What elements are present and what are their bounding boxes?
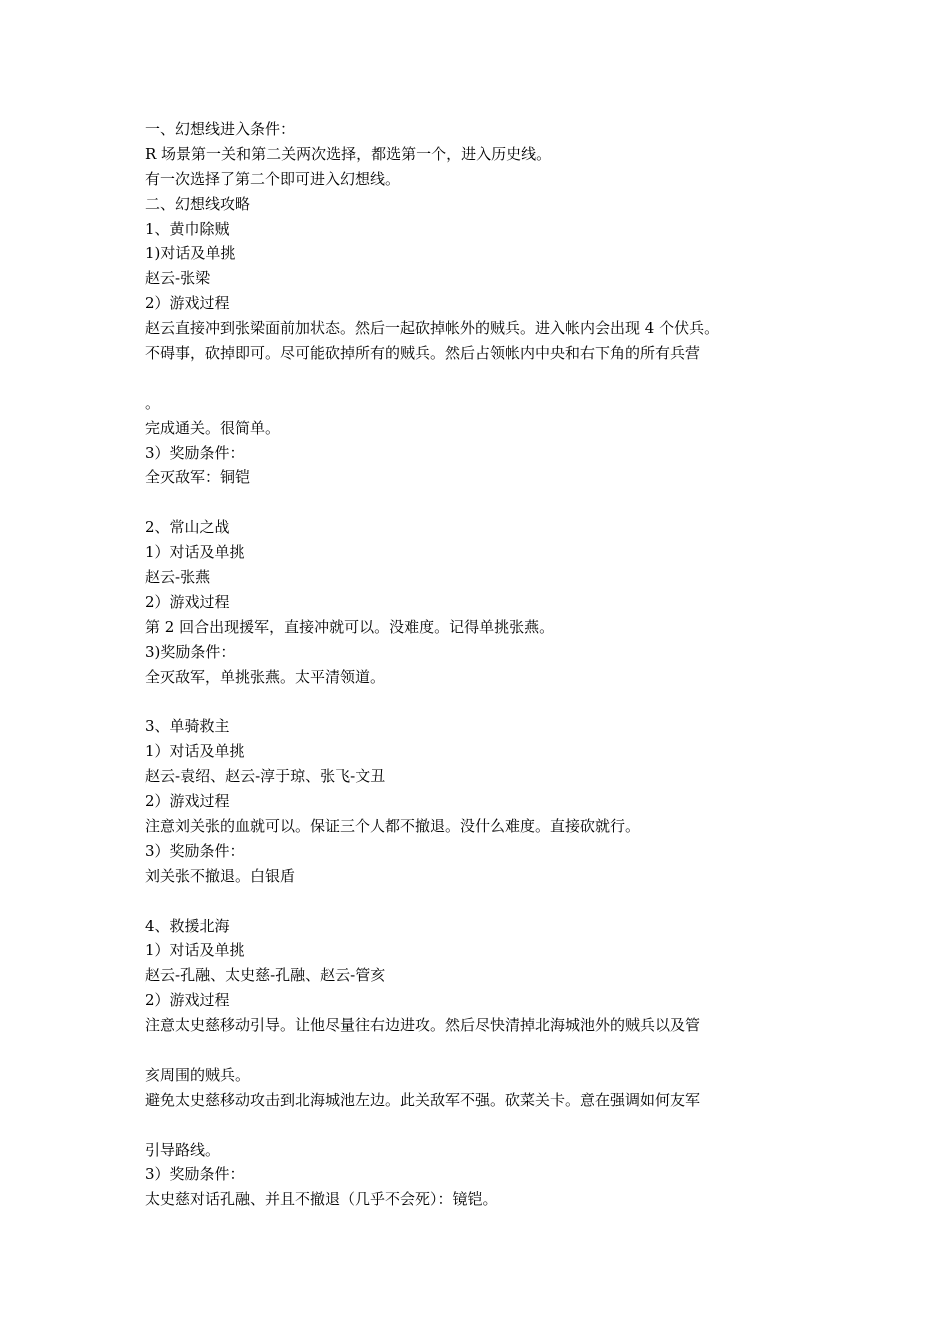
subsection-heading: 2）游戏过程 (145, 592, 230, 611)
text-line: 赵云-张梁 (145, 269, 211, 288)
subsection-heading: 3）奖励条件： (145, 841, 245, 860)
subsection-heading: 3）奖励条件： (145, 1165, 245, 1184)
chapter-heading: 3、单骑救主 (145, 717, 230, 736)
blank-line (145, 1038, 825, 1063)
text-line: 赵云-张燕 (145, 568, 211, 587)
chapter-heading: 4、救援北海 (145, 916, 230, 935)
text-line: 有一次选择了第二个即可进入幻想线。 (145, 169, 401, 188)
text-line: 注意刘关张的血就可以。保证三个人都不撤退。没什么难度。直接砍就行。 (145, 816, 641, 835)
subsection-heading: 1）对话及单挑 (145, 941, 245, 960)
chapter-heading: 2、常山之战 (145, 518, 230, 537)
text-line: 注意太史慈移动引导。让他尽量往右边进攻。然后尽快清掉北海城池外的贼兵以及管 (145, 1016, 701, 1035)
text-line: 完成通关。很简单。 (145, 418, 281, 437)
blank-line (145, 366, 825, 391)
subsection-heading: 1）对话及单挑 (145, 742, 245, 761)
text-line: 太史慈对话孔融、并且不撤退（几乎不会死）：镜铠。 (145, 1190, 498, 1209)
subsection-heading: 2）游戏过程 (145, 294, 230, 313)
document-body (145, 117, 825, 1212)
text-line: 不碍事，砍掉即可。尽可能砍掉所有的贼兵。然后占领帐内中央和右下角的所有兵营 (145, 344, 701, 363)
blank-line (145, 1113, 825, 1138)
subsection-heading: 2）游戏过程 (145, 792, 230, 811)
blank-line (145, 689, 825, 714)
text-line: 第 2 回合出现援军，直接冲就可以。没难度。记得单挑张燕。 (145, 617, 555, 636)
subsection-heading: 1）对话及单挑 (145, 543, 245, 562)
text-line: 赵云-孔融、太史慈-孔融、赵云-管亥 (145, 966, 386, 985)
text-line: 引导路线。 (145, 1140, 221, 1159)
section-heading: 一、幻想线进入条件： (145, 120, 296, 138)
blank-line (145, 490, 825, 515)
text-line: R 场景第一关和第二关两次选择，都选第一个，进入历史线。 (145, 144, 552, 163)
subsection-heading: 3）奖励条件： (145, 443, 245, 462)
chapter-heading: 1、黄巾除贼 (145, 219, 230, 238)
text-line: 全灭敌军，单挑张燕。太平清领道。 (145, 667, 386, 686)
text-line: 刘关张不撤退。白银盾 (145, 866, 296, 885)
text-line: 。 (145, 393, 161, 412)
text-line: 赵云直接冲到张梁面前加状态。然后一起砍掉帐外的贼兵。进入帐内会出现 4 个伏兵。 (145, 319, 720, 338)
subsection-heading: 3)奖励条件： (145, 642, 236, 661)
text-line: 亥周围的贼兵。 (145, 1065, 251, 1084)
text-line: 避免太史慈移动攻击到北海城池左边。此关敌军不强。砍菜关卡。意在强调如何友军 (145, 1090, 701, 1109)
section-heading: 二、幻想线攻略 (145, 194, 251, 213)
subsection-heading: 1)对话及单挑 (145, 244, 236, 263)
text-line: 全灭敌军：铜铠 (145, 468, 251, 487)
text-line: 赵云-袁绍、赵云-淳于琼、张飞-文丑 (145, 767, 386, 786)
blank-line (145, 889, 825, 914)
subsection-heading: 2）游戏过程 (145, 991, 230, 1010)
